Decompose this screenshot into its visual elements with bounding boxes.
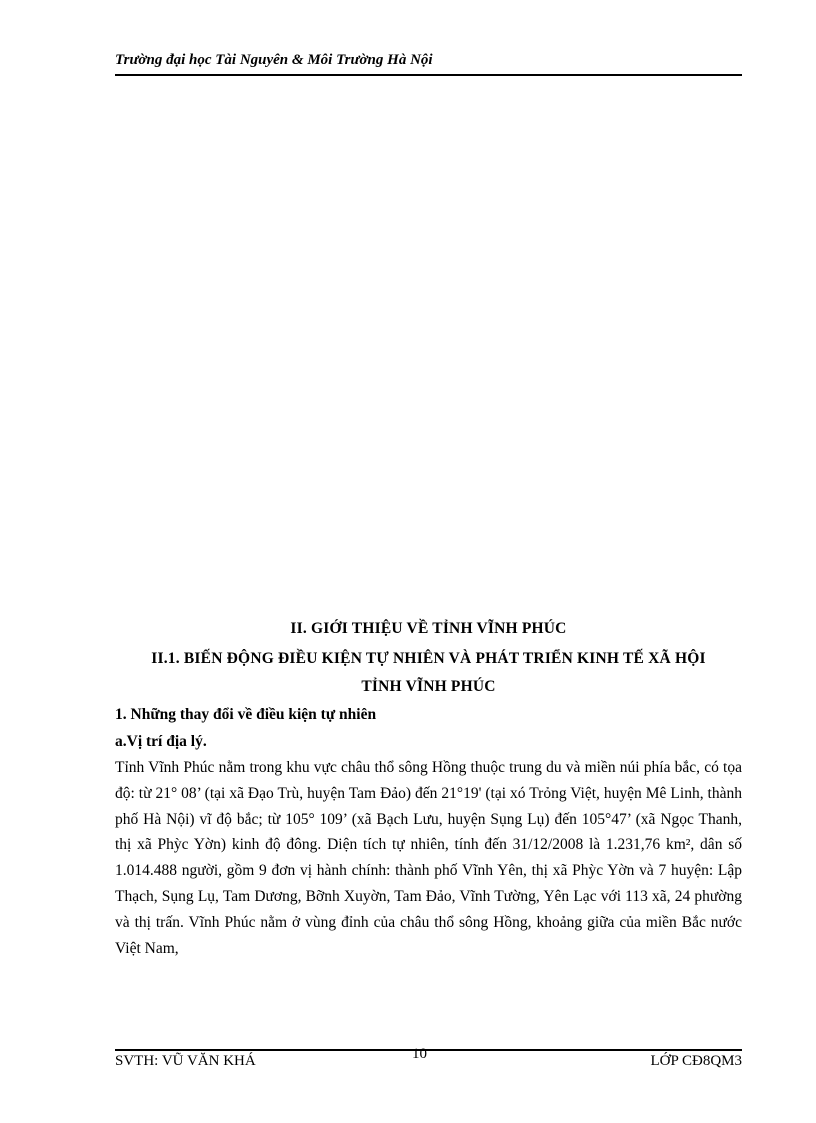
- footer-class-code: LỚP CĐ8QM3: [650, 1053, 742, 1069]
- section-title: II. GIỚI THIỆU VỀ TỈNH VĨNH PHÚC: [290, 620, 567, 637]
- body-paragraph: Tỉnh Vĩnh Phúc nằm trong khu vực châu thổ sông Hồng thuộc trung du và miền núi phía bắc, có tọa độ: từ 21° 08’ (tại xã Đạo Trù, huyện Tam Đảo) đến 21°19' (tại xó Trỏng Việt, huyện Mê Linh, thành phố Hà Nội) vĩ độ bắc; từ 105° 109’ (xã Bạch Lưu, huyện Sụng Lụ) đến 105°47’ (xã Ngọc Thanh, thị xã Phỳc Yờn) kinh độ đông. Diện tích tự nhiên, tính đến 31/12/2008 là 1.231,76 km², dân số 1.014.488 người, gồm 9 đơn vị hành chính: thành phố Vĩnh Yên, thị xã Phỳc Yờn và 7 huyện: Lập Thạch, Sụng Lụ, Tam Dương, Bỡnh Xuyờn, Tam Đảo, Vĩnh Tường, Yên Lạc với 113 xã, 24 phường và thị trấn. Vĩnh Phúc nằm ở vùng đỉnh của châu thổ sông Hồng, khoảng giữa của miền Bắc nước Việt Nam,: [115, 759, 742, 957]
- subsection-title-line1: II.1. BIẾN ĐỘNG ĐIỀU KIỆN TỰ NHIÊN VÀ PHÁT TRIỂN KINH TẾ XÃ HỘI: [151, 650, 706, 667]
- page-header: [115, 52, 742, 76]
- page-footer: [115, 1046, 742, 1073]
- subsection-title-line2: TỈNH VĨNH PHÚC: [361, 678, 496, 695]
- heading-natural-conditions: 1. Những thay đổi về điều kiện tự nhiên: [115, 706, 377, 723]
- header-university-name: Trường đại học Tài Nguyên & Môi Trường Hà Nội: [115, 52, 433, 68]
- footer-student-name: SVTH: VŨ VĂN KHÁ: [115, 1053, 256, 1069]
- footer-page-number: 10: [412, 1046, 427, 1062]
- heading-geographic-location: a.Vị trí địa lý.: [115, 733, 207, 750]
